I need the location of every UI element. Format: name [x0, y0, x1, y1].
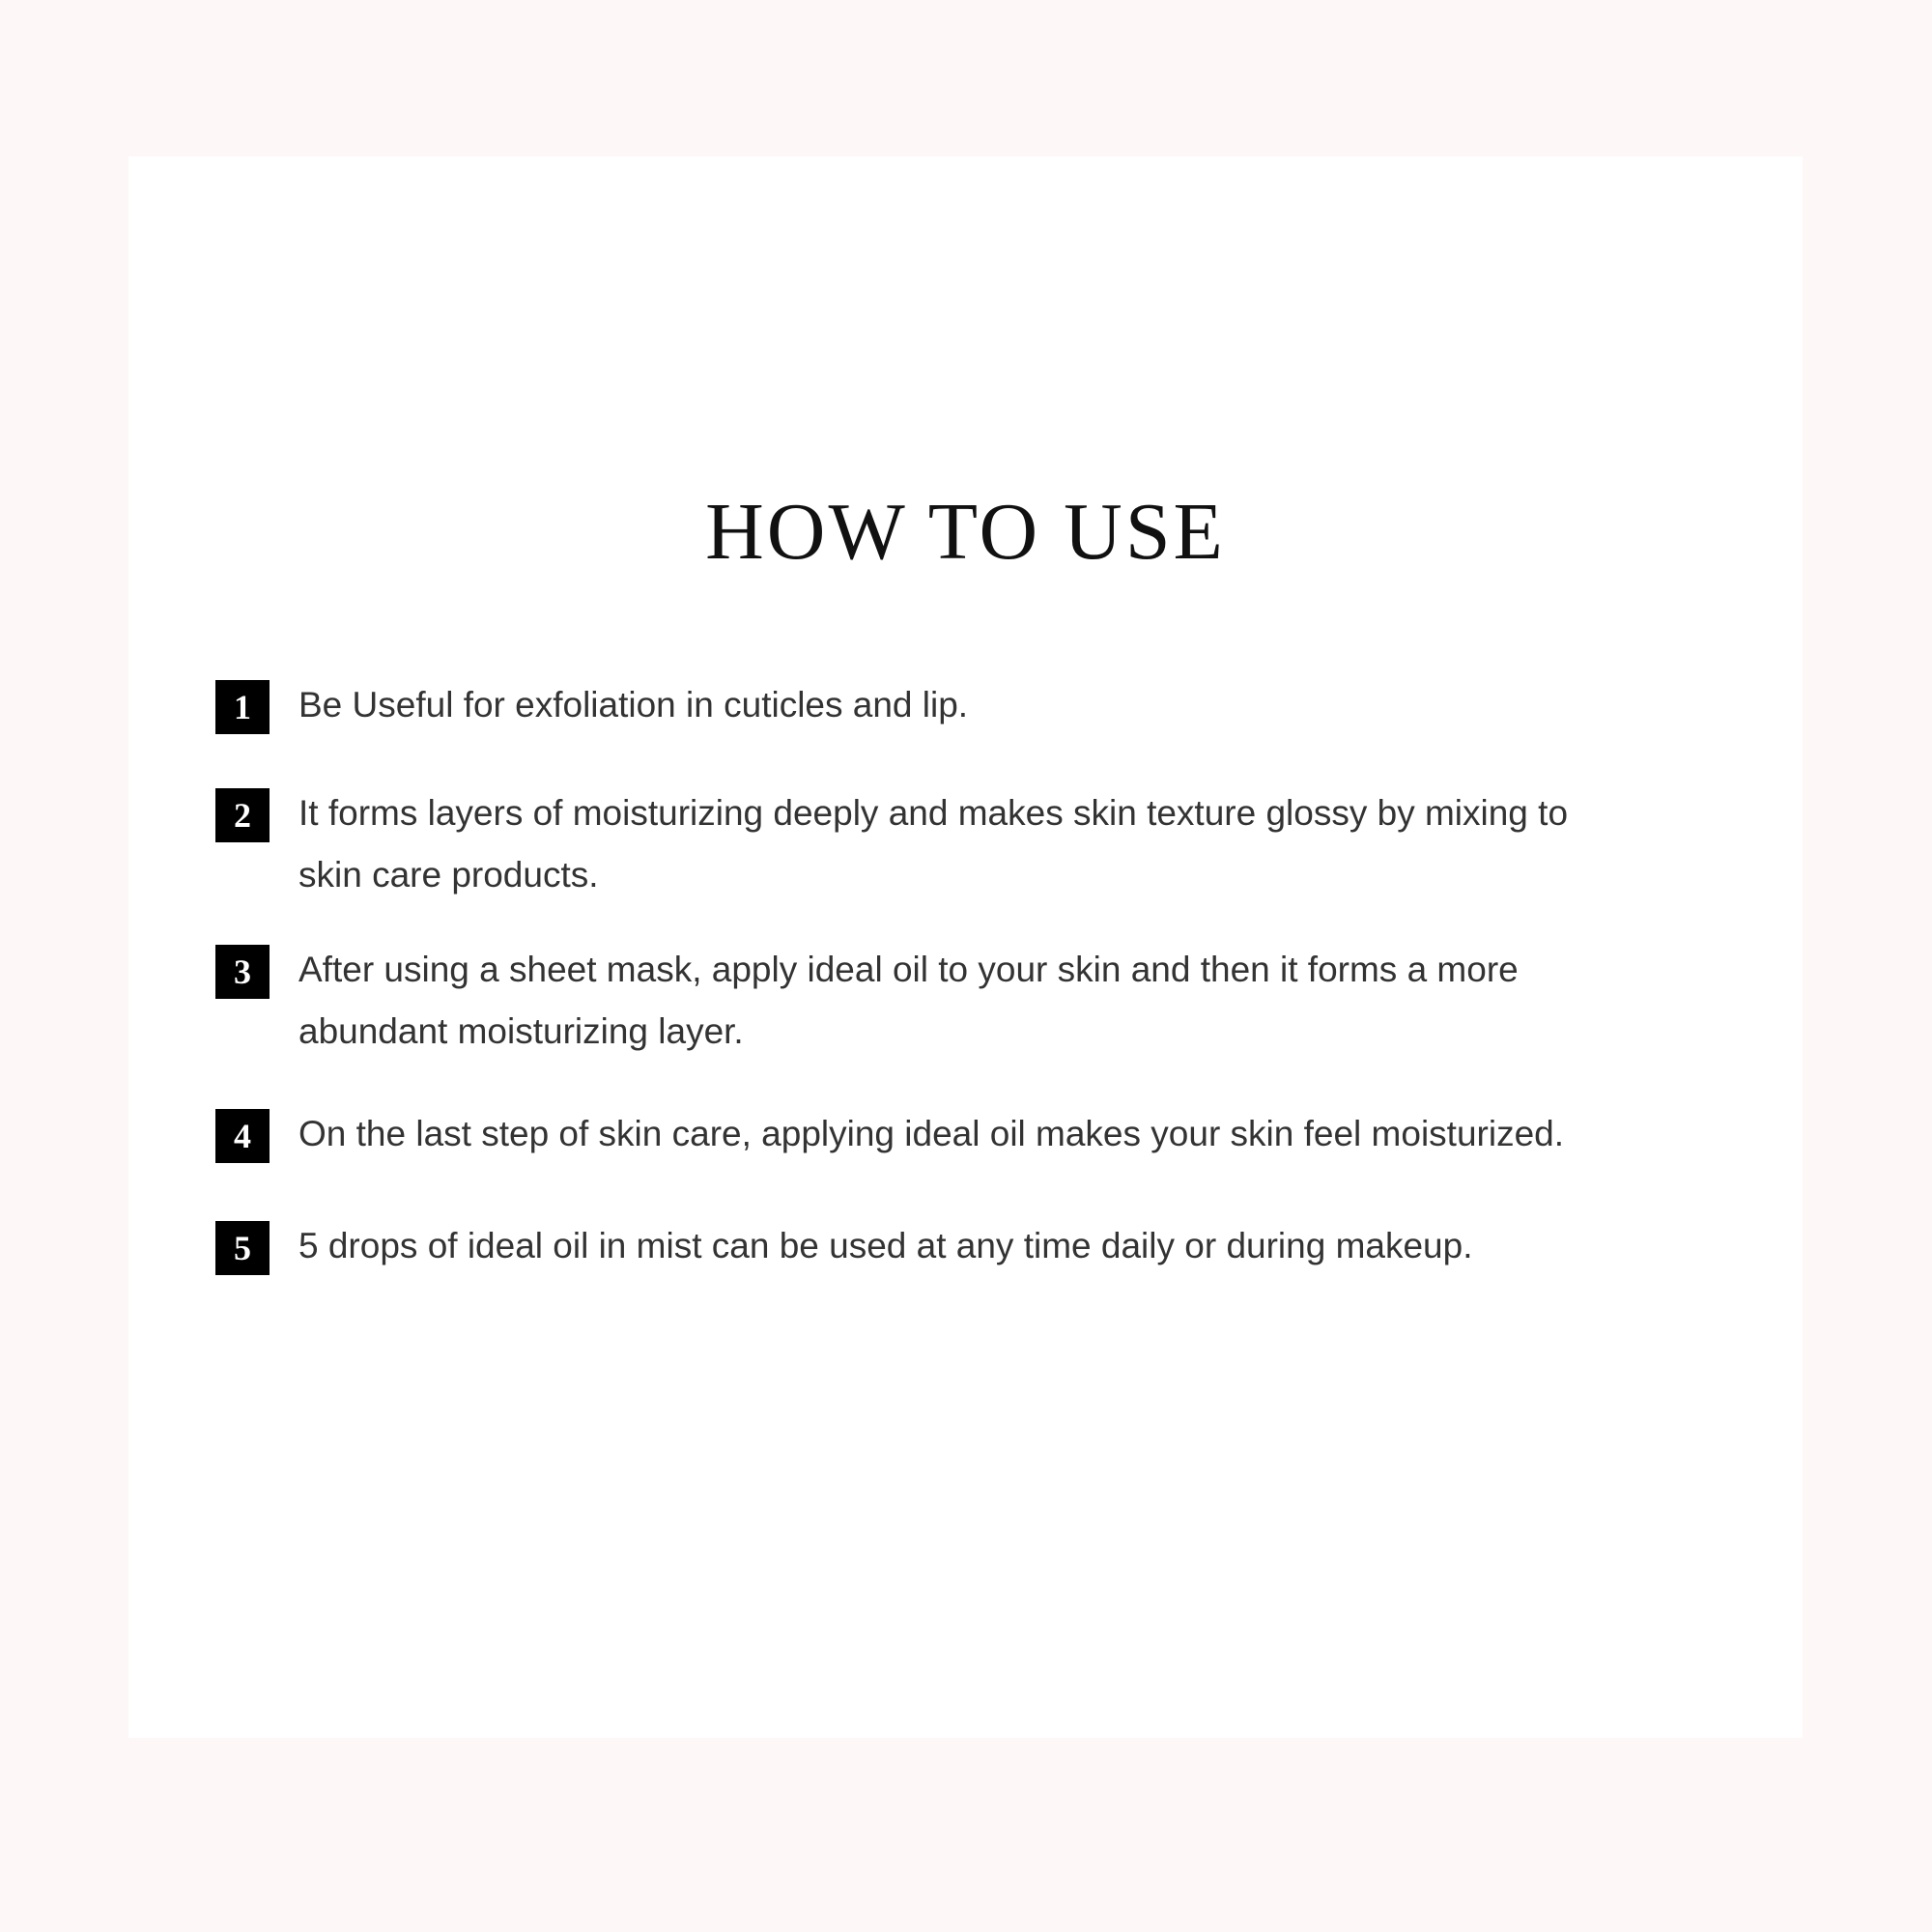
step-text: On the last step of skin care, applying ideal oil makes your skin feel moisturized. — [298, 1114, 1565, 1153]
step-text: It forms layers of moisturizing deeply and makes skin texture glossy by mixing to skin care products. — [298, 793, 1569, 895]
step-number-badge: 1 — [215, 680, 270, 734]
step-item-1 — [215, 678, 1742, 736]
step-item-3 — [215, 943, 1742, 1063]
step-item-5 — [215, 1219, 1742, 1277]
steps-list — [215, 678, 1742, 1320]
step-item-2 — [215, 786, 1742, 906]
step-item-4 — [215, 1107, 1742, 1165]
step-text: Be Useful for exfoliation in cuticles and lip. — [298, 685, 969, 724]
step-text: After using a sheet mask, apply ideal oil to your skin and then it forms a more abundant moisturizing layer. — [298, 950, 1519, 1051]
step-text: 5 drops of ideal oil in mist can be used at any time daily or during makeup. — [298, 1226, 1473, 1265]
step-number-badge: 5 — [215, 1221, 270, 1275]
step-number-badge: 3 — [215, 945, 270, 999]
step-number-badge: 4 — [215, 1109, 270, 1163]
step-number-badge: 2 — [215, 788, 270, 842]
how-to-use-card — [128, 156, 1803, 1738]
page-title: HOW TO USE — [705, 487, 1226, 577]
